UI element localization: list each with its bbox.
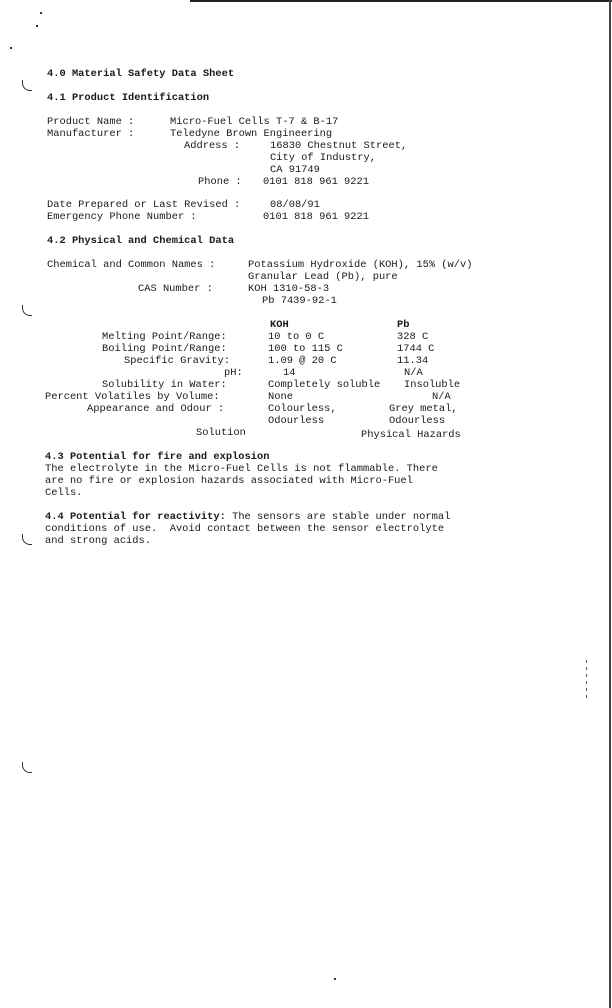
manufacturer-value: Teledyne Brown Engineering — [170, 128, 333, 140]
property-koh-value: None — [268, 391, 293, 403]
chemical-names-label: Chemical and Common Names : — [47, 259, 216, 271]
trailing-solution: Solution — [196, 427, 246, 439]
property-label: Specific Gravity: — [124, 355, 231, 367]
appearance-pb-line-2: Odourless — [389, 415, 446, 427]
address-label: Address : — [184, 140, 241, 152]
binder-hole-mark — [22, 762, 32, 773]
scan-dash — [586, 695, 587, 698]
fire-text-line-2: are no fire or explosion hazards associated with Micro-Fuel — [45, 475, 413, 487]
chemical-names-line-1: Potassium Hydroxide (KOH), 15% (w/v) — [248, 259, 473, 271]
section-heading-fire-explosion: 4.3 Potential for fire and explosion — [45, 451, 270, 463]
property-pb-value: N/A — [404, 367, 423, 379]
address-line-2: City of Industry, — [270, 152, 377, 164]
address-line-1: 16830 Chestnut Street, — [270, 140, 408, 152]
emergency-phone-value: 0101 818 961 9221 — [263, 211, 370, 223]
binder-hole-mark — [22, 534, 32, 545]
scan-dash — [586, 688, 587, 691]
emergency-phone-label: Emergency Phone Number : — [47, 211, 197, 223]
property-label: Solubility in Water: — [102, 379, 227, 391]
property-koh-value: Completely soluble — [268, 379, 381, 391]
binder-hole-mark — [22, 305, 32, 316]
cas-number-label: CAS Number : — [138, 283, 213, 295]
property-label: Percent Volatiles by Volume: — [45, 391, 220, 403]
property-koh-value: 100 to 115 C — [268, 343, 343, 355]
scan-edge-right — [609, 0, 611, 1008]
property-koh-value: 14 — [283, 367, 296, 379]
date-prepared-label: Date Prepared or Last Revised : — [47, 199, 241, 211]
property-koh-value: 10 to 0 C — [268, 331, 325, 343]
phone-label: Phone : — [198, 176, 242, 188]
property-label: pH: — [224, 367, 243, 379]
section-heading-physical-chemical: 4.2 Physical and Chemical Data — [47, 235, 235, 247]
scan-speck — [36, 25, 38, 27]
property-koh-value: Colourless, — [268, 403, 337, 415]
address-line-3: CA 91749 — [270, 164, 320, 176]
date-prepared-value: 08/08/91 — [270, 199, 320, 211]
section-heading-reactivity: 4.4 Potential for reactivity: — [45, 511, 226, 523]
fire-text-line-3: Cells. — [45, 487, 83, 499]
chemical-names-line-2: Granular Lead (Pb), pure — [248, 271, 398, 283]
reactivity-line-2: conditions of use. Avoid contact between the sensor electrolyte — [45, 523, 445, 535]
property-label: Melting Point/Range: — [102, 331, 227, 343]
column-header-pb: Pb — [397, 319, 410, 331]
property-pb-value: Grey metal, — [389, 403, 458, 415]
scan-dash — [586, 660, 587, 663]
property-koh-value: 1.09 @ 20 C — [268, 355, 337, 367]
cas-line-1: KOH 1310-58-3 — [248, 283, 330, 295]
scan-speck — [40, 12, 42, 14]
manufacturer-label: Manufacturer : — [47, 128, 135, 140]
appearance-koh-line-2: Odourless — [268, 415, 325, 427]
property-pb-value: N/A — [432, 391, 451, 403]
scan-edge-top — [190, 0, 612, 2]
column-header-koh: KOH — [270, 319, 289, 331]
scan-dash — [586, 681, 587, 684]
scan-speck — [334, 978, 336, 980]
scan-dash — [586, 674, 587, 677]
property-pb-value: 328 C — [397, 331, 429, 343]
reactivity-line-1 — [45, 512, 450, 524]
document-title: 4.0 Material Safety Data Sheet — [47, 68, 235, 80]
section-heading-product-identification: 4.1 Product Identification — [47, 92, 210, 104]
property-label: Boiling Point/Range: — [102, 343, 227, 355]
property-label: Appearance and Odour : — [87, 403, 225, 415]
property-pb-value: 11.34 — [397, 355, 429, 367]
binder-hole-mark — [22, 80, 32, 91]
product-name-label: Product Name : — [47, 116, 135, 128]
phone-value: 0101 818 961 9221 — [263, 176, 370, 188]
fire-text-line-1: The electrolyte in the Micro-Fuel Cells is not flammable. There — [45, 463, 438, 475]
property-pb-value: Insoluble — [404, 379, 461, 391]
scan-dash — [586, 667, 587, 670]
property-pb-value: 1744 C — [397, 343, 435, 355]
reactivity-line-3: and strong acids. — [45, 535, 152, 547]
cas-line-2: Pb 7439-92-1 — [262, 295, 337, 307]
trailing-physical-hazards: Physical Hazards — [361, 429, 461, 441]
scan-speck — [10, 47, 12, 49]
product-name-value: Micro-Fuel Cells T-7 & B-17 — [170, 116, 339, 128]
reactivity-line-1-text: The sensors are stable under normal — [232, 511, 451, 523]
